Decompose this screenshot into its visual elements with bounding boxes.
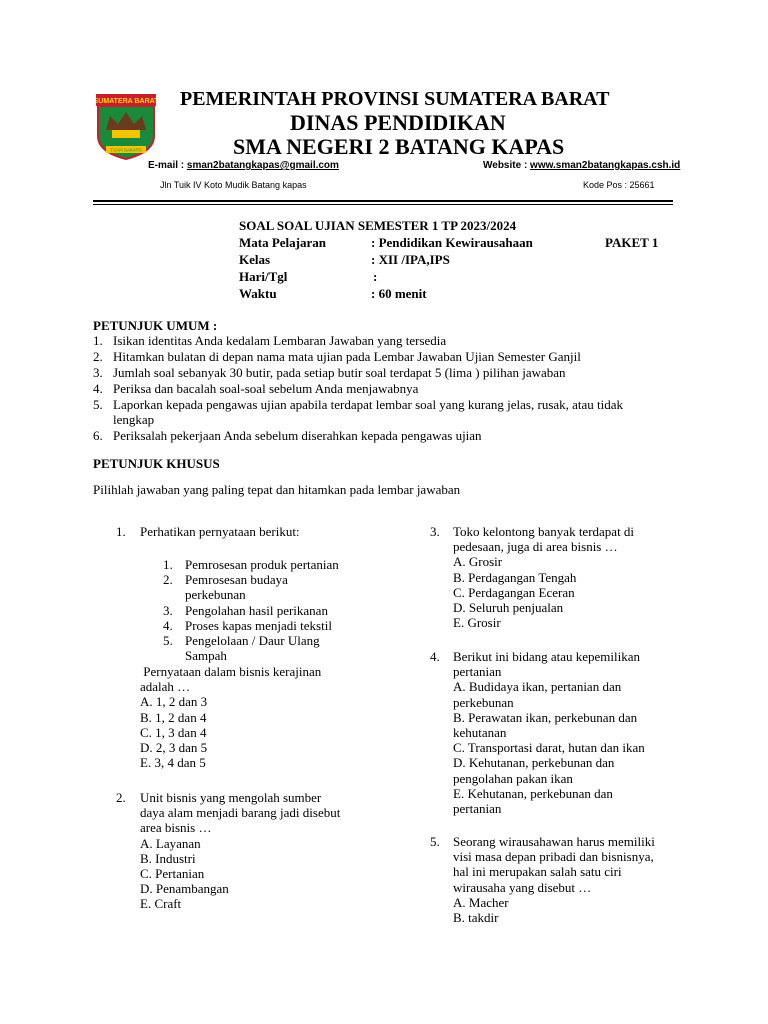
answer-option[interactable]: B. Industri (140, 850, 196, 866)
list-item (93, 333, 683, 348)
question-stem: pertanian (453, 664, 502, 680)
answer-option[interactable]: D. Penambangan (140, 881, 229, 897)
answer-option-continued[interactable]: kehutanan (453, 725, 507, 741)
answer-option[interactable]: A. 1, 2 dan 3 (140, 694, 208, 710)
item-text: perkebunan (185, 587, 246, 603)
question-5 (430, 834, 655, 925)
question-stem: wirausaha yang disebut … (453, 879, 592, 895)
item-number: 4. (163, 617, 173, 633)
exam-paket: PAKET 1 (605, 235, 659, 250)
answer-option[interactable]: B. takdir (453, 910, 499, 926)
answer-option-continued[interactable]: perkebunan (453, 694, 514, 710)
question-stem: area bisnis … (140, 820, 212, 836)
question-number: 4. (430, 649, 440, 664)
question-stem: Unit bisnis yang mengolah sumber (140, 790, 322, 805)
header-email-row (148, 160, 339, 171)
item-text: Laporkan kepada pengawas ujian apabila terdapat lembar soal yang kurang jelas, rusak, atau tidak (113, 397, 624, 412)
header-divider-thin (93, 204, 673, 205)
answer-option[interactable]: D. 2, 3 dan 5 (140, 740, 208, 756)
answer-option[interactable]: A. Macher (453, 894, 509, 910)
item-number: 1. (93, 333, 103, 348)
list-item (163, 572, 339, 602)
item-number: 2. (163, 572, 173, 588)
list-item (93, 349, 683, 364)
answer-option[interactable]: E. Grosir (453, 615, 501, 631)
question-stem: hal ini merupakan salah satu ciri (453, 864, 622, 880)
email-link[interactable]: sman2batangkapas@gmail.com (186, 160, 339, 171)
item-number: 3. (163, 602, 173, 618)
item-text: Proses kapas menjadi tekstil (185, 617, 332, 633)
answer-option[interactable]: C. 1, 3 dan 4 (140, 724, 207, 740)
question-number: 2. (116, 790, 126, 805)
item-text: Sampah (185, 648, 227, 664)
item-text: lengkap (113, 412, 155, 427)
website-link[interactable]: www.sman2batangkapas.csh.id (530, 160, 681, 171)
answer-option[interactable]: E. Kehutanan, perkebunan dan (453, 785, 613, 801)
answer-option[interactable]: E. 3, 4 dan 5 (140, 755, 206, 771)
question-number: 3. (430, 524, 440, 539)
header-postal-code: Kode Pos : 25661 (583, 180, 655, 190)
list-item (163, 618, 339, 633)
item-text: Pemrosesan budaya (185, 572, 288, 588)
special-instructions-heading: PETUNJUK KHUSUS (93, 456, 220, 471)
question-number: 1. (116, 524, 126, 539)
header-address: Jln Tuik IV Koto Mudik Batang kapas (160, 180, 307, 190)
general-instructions-heading: PETUNJUK UMUM : (93, 318, 218, 333)
item-number: 5. (93, 397, 103, 412)
answer-option-continued[interactable]: pengolahan pakan ikan (453, 770, 573, 786)
exam-info-value: : Pendidikan Kewirausahaan (371, 235, 533, 250)
item-text: Jumlah soal sebanyak 30 butir, pada setiap butir soal terdapat 5 (lima ) pilihan jawaban (113, 365, 566, 380)
general-instructions-list (93, 333, 683, 443)
question-prompt: Pernyataan dalam bisnis kerajinan (140, 664, 322, 679)
item-text: Isikan identitas Anda kedalam Lembaran Jawaban yang tersedia (113, 333, 447, 348)
item-text: Pengelolaan / Daur Ulang (185, 633, 320, 649)
question-stem: Berikut ini bidang atau kepemilikan (453, 649, 641, 664)
answer-option[interactable]: C. Transportasi darat, hutan dan ikan (453, 740, 645, 756)
question-stem: Toko kelontong banyak terdapat di (453, 524, 635, 539)
website-label: Website : (483, 160, 531, 171)
question-4 (430, 649, 645, 816)
header-department: DINAS PENDIDIKAN (290, 110, 506, 135)
answer-option[interactable]: E. Craft (140, 896, 182, 912)
answer-option[interactable]: B. Perdagangan Tengah (453, 569, 577, 585)
question-stem: visi masa depan pribadi dan bisnisnya, (453, 849, 654, 865)
item-number: 3. (93, 365, 103, 380)
answer-option[interactable]: B. 1, 2 dan 4 (140, 709, 207, 725)
item-text: Periksa dan bacalah soal-soal sebelum Anda menjawabnya (113, 381, 419, 396)
list-item (93, 397, 683, 427)
question-1-statements (163, 557, 339, 663)
question-stem: Seorang wirausahawan harus memiliki (453, 834, 655, 849)
answer-option[interactable]: C. Pertanian (140, 866, 205, 882)
exam-title: SOAL SOAL UJIAN SEMESTER 1 TP 2023/2024 (239, 218, 517, 233)
logo-text: SUMATERA BARAT (96, 98, 156, 105)
question-stem: pedesaan, juga di area bisnis … (453, 539, 618, 555)
item-number: 5. (163, 633, 173, 649)
answer-option[interactable]: A. Grosir (453, 554, 503, 570)
answer-option[interactable]: A. Layanan (140, 835, 201, 851)
exam-info-label: Mata Pelajaran (239, 235, 327, 250)
item-text: Periksalah pekerjaan Anda sebelum diserahkan kepada pengawas ujian (113, 428, 482, 443)
exam-info-value: : (373, 269, 378, 284)
answer-option[interactable]: B. Perawatan ikan, perkebunan dan (453, 709, 638, 725)
answer-option-continued[interactable]: pertanian (453, 801, 502, 817)
answer-option[interactable]: C. Perdagangan Eceran (453, 584, 575, 600)
list-item (163, 633, 339, 663)
answer-option[interactable]: A. Budidaya ikan, pertanian dan (453, 679, 622, 695)
item-number: 4. (93, 381, 103, 396)
list-item (93, 365, 683, 380)
list-item (93, 428, 683, 443)
question-prompt: adalah … (140, 679, 191, 695)
province-logo (96, 94, 156, 160)
header-government: PEMERINTAH PROVINSI SUMATERA BARAT (180, 88, 610, 110)
list-item (93, 381, 683, 396)
exam-info-label: Kelas (239, 252, 271, 267)
question-stem: Perhatikan pernyataan berikut: (140, 524, 300, 539)
question-2 (116, 790, 340, 912)
list-item (163, 557, 339, 572)
exam-info-label: Hari/Tgl (239, 269, 288, 284)
exam-info-value: : 60 menit (371, 286, 427, 301)
question-1 (116, 524, 300, 539)
header-website-row (483, 160, 680, 171)
item-text: Pengolahan hasil perikanan (185, 602, 328, 618)
question-3 (430, 524, 634, 630)
question-number: 5. (430, 834, 440, 849)
item-number: 2. (93, 349, 103, 364)
exam-info-label: Waktu (239, 286, 277, 301)
answer-option[interactable]: D. Kehutanan, perkebunan dan (453, 755, 615, 771)
question-1-body (140, 664, 321, 770)
answer-option[interactable]: D. Seluruh penjualan (453, 600, 564, 616)
logo-ribbon: TUAH SAKATO (110, 147, 142, 153)
item-text: Pemrosesan produk pertanian (185, 557, 339, 572)
item-number: 1. (163, 557, 173, 572)
list-item (163, 603, 339, 618)
exam-info-value: : XII /IPA,IPS (371, 252, 450, 267)
item-text: Hitamkan bulatan di depan nama mata ujian pada Lembar Jawaban Ujian Semester Ganjil (113, 349, 581, 364)
item-number: 6. (93, 428, 103, 443)
header-school-name: SMA NEGERI 2 BATANG KAPAS (233, 134, 565, 159)
special-instruction-text: Pilihlah jawaban yang paling tepat dan hitamkan pada lembar jawaban (93, 482, 461, 497)
email-label: E-mail : (148, 160, 187, 171)
header-divider-thick (93, 200, 673, 202)
question-stem: daya alam menjadi barang jadi disebut (140, 805, 341, 821)
